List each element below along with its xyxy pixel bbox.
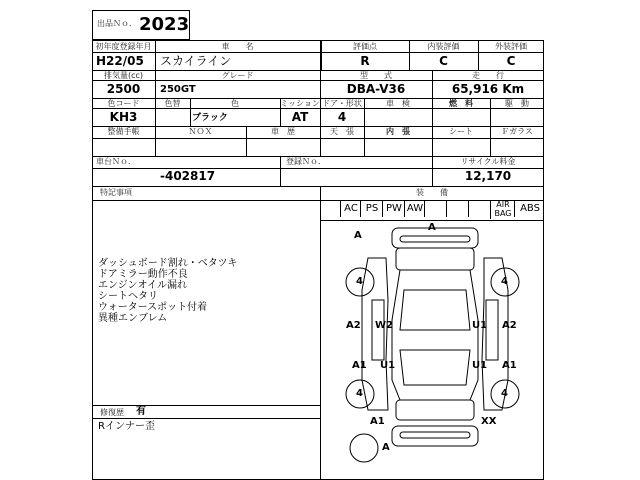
damage-wheel-rr: 4	[501, 388, 508, 399]
inspection-label: 車 検	[386, 99, 410, 108]
equipment-item	[446, 201, 469, 217]
drive-label: 駆 動	[505, 99, 529, 108]
reg-date-label: 初年度登録年月	[95, 42, 152, 51]
color-label: 色	[231, 99, 239, 108]
damage-rear-left: A1	[370, 416, 385, 427]
damage-right-a2: A2	[502, 320, 517, 331]
damage-windshield: W2	[375, 320, 393, 331]
interior-grade-label: 内装評価	[427, 42, 460, 51]
score-value: R	[360, 54, 370, 68]
car-history-label: 車 歴	[271, 127, 295, 136]
equipment-item	[468, 201, 491, 217]
lot-number-box	[92, 10, 190, 40]
fuel-label: 燃 料	[449, 99, 473, 108]
note-line: シートヘタリ	[98, 291, 158, 302]
damage-left-u1: U1	[380, 360, 396, 371]
displacement-value: 2500	[106, 82, 141, 96]
equipment-grid	[320, 200, 544, 221]
damage-rear-right: XX	[481, 416, 497, 427]
mission-value: AT	[291, 110, 309, 124]
chassis-value: -402817	[160, 169, 216, 183]
nox-label: ＮＯＸ	[188, 127, 213, 136]
interior-grade-value: C	[439, 54, 448, 68]
grade-value: 250GT	[160, 84, 196, 95]
repair-history-label: 修復歴	[100, 408, 124, 417]
note-line: ウォータースポット付着	[98, 302, 208, 313]
note-line: ダッシュボード割れ・ベタツキ	[98, 258, 238, 269]
equipment-item: PW	[382, 201, 405, 217]
mission-label: ミッション	[280, 99, 320, 108]
maintenance-book-label: 整備手帳	[107, 127, 140, 136]
note-line: ドアミラー動作不良	[98, 269, 188, 280]
car-name-value: スカイライン	[160, 54, 232, 68]
damage-wheel-rl: 4	[356, 388, 363, 399]
grade-label: グレード	[221, 71, 254, 80]
damage-rear-spare: A	[382, 442, 390, 453]
reg-date-value: H22/05	[96, 54, 144, 68]
model-label: 型 式	[360, 71, 392, 80]
equipment-item: PS	[360, 201, 383, 217]
damage-wheel-fr: 4	[501, 276, 508, 287]
displacement-label: 排気量(cc)	[103, 71, 144, 80]
color-change-label: 色替	[164, 99, 181, 108]
exterior-grade-label: 外装評価	[495, 42, 527, 51]
doors-value: 4	[337, 110, 347, 124]
model-value: DBA-V36	[346, 82, 406, 96]
interior-lining-label: 内 張	[386, 127, 410, 136]
front-glass-label: Ｆガラス	[501, 127, 533, 136]
color-code-value: KH3	[109, 110, 138, 124]
damage-right-a1: A1	[502, 360, 517, 371]
repair-note: Rインナー歪	[98, 421, 155, 432]
mileage-label: 走 行	[472, 71, 504, 80]
lot-number-value: 2023	[139, 14, 190, 35]
mileage-value: 65,916 Km	[451, 82, 525, 96]
chassis-label: 車台Ｎｏ．	[96, 157, 136, 166]
recycle-fee-value: 12,170	[464, 169, 512, 183]
sunroof-label: 天 張	[330, 127, 354, 136]
equipment-item: AIR BAG	[490, 200, 515, 219]
repair-history-value: 有	[136, 406, 146, 417]
seat-label: シート	[449, 127, 473, 136]
registration-label: 登録Ｎｏ．	[286, 157, 326, 166]
equipment-item: AC	[340, 201, 361, 217]
damage-left-a1: A1	[352, 360, 367, 371]
color-value: ブラック	[192, 113, 228, 123]
recycle-fee-label: リサイクル料金	[460, 157, 516, 166]
note-line: 異種エンブレム	[98, 313, 168, 324]
damage-front-left: A	[354, 230, 362, 241]
notes-label: 特記事項	[100, 188, 132, 197]
color-code-label: 色コード	[107, 99, 140, 108]
equipment-item	[424, 201, 447, 217]
car-name-label: 車 名	[221, 42, 254, 51]
equipment-item: AW	[404, 201, 425, 217]
damage-right-u1: U1	[472, 360, 488, 371]
damage-left-a2: A2	[346, 320, 361, 331]
equipment-label: 装 備	[416, 188, 448, 197]
damage-wheel-fl: 4	[356, 276, 363, 287]
score-label: 評価点	[353, 42, 377, 51]
damage-right-u1-top: U1	[472, 320, 488, 331]
note-line: エンジンオイル漏れ	[98, 280, 187, 291]
doors-label: ドア・形状	[322, 99, 362, 108]
damage-front-center: A	[428, 222, 436, 233]
notes-list	[98, 258, 318, 324]
exterior-grade-value: C	[506, 54, 516, 68]
equipment-item: ABS	[514, 201, 545, 217]
lot-number-label: 出品Ｎｏ．	[97, 19, 137, 28]
